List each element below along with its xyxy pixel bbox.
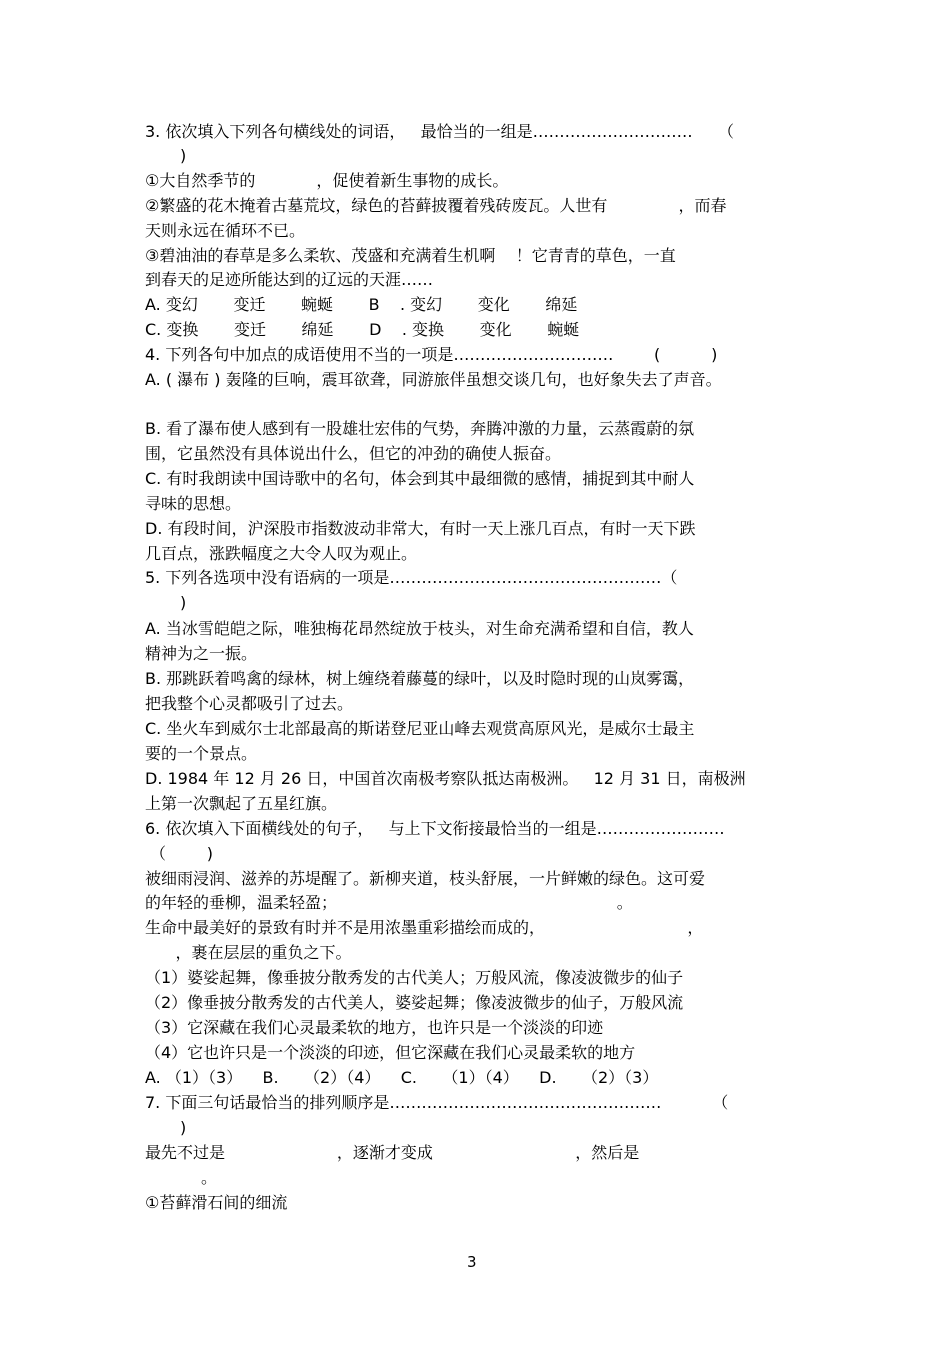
q6-passage-3: 生命中最美好的景致有时并不是用浓墨重彩描绘而成的， ， <box>145 918 704 937</box>
q7-stem: 7. 下面三句话最恰当的排列顺序是…………………………………………… （ <box>145 1093 729 1112</box>
q5-stem-close: ) <box>180 593 187 612</box>
q5-option-c-1: C. 坐火车到威尔士北部最高的斯诺登尼亚山峰去观赏高原风光，是威尔士最主 <box>145 719 695 738</box>
q3-sentence-3b: 到春天的足迹所能达到的辽远的天涯…… <box>145 270 434 289</box>
q3-sentence-2a: ②繁盛的花木掩着古墓荒坟，绿色的苔藓披覆着残砖废瓦。人世有 ，而春 <box>145 196 727 215</box>
q4-stem: 4. 下列各句中加点的成语使用不当的一项是………………………… ( ) <box>145 345 718 364</box>
q6-passage-2: 的年轻的垂柳，温柔轻盈； 。 <box>145 893 633 912</box>
q6-stem: 6. 依次填入下面横线处的句子， 与上下文衔接最恰当的一组是…………………… <box>145 819 725 838</box>
q4-option-a: A. ( 瀑布 ) 轰隆的巨响，震耳欲聋，同游旅伴虽想交谈几句，也好象失去了声音。 <box>145 370 722 389</box>
q6-stem-close: （ ) <box>150 844 213 863</box>
q6-choice-2: （2）像垂披分散秀发的古代美人，婆娑起舞；像凌波微步的仙子，万般风流 <box>145 993 684 1012</box>
q4-option-d-2: 几百点，涨跌幅度之大令人叹为观止。 <box>145 544 418 563</box>
q7-passage-1: 最先不过是 ，逐渐才变成 ，然后是 <box>145 1143 640 1162</box>
q4-option-b-1: B. 看了瀑布使人感到有一股雄壮宏伟的气势，奔腾冲激的力量，云蒸霞蔚的氛 <box>145 419 695 438</box>
q7-stem-close: ) <box>180 1118 187 1137</box>
q6-choice-4: （4）它也许只是一个淡淡的印迹，但它深藏在我们心灵最柔软的地方 <box>145 1043 636 1062</box>
q4-option-d-1: D. 有段时间，沪深股市指数波动非常大，有时一天上涨几百点，有时一天下跌 <box>145 519 696 538</box>
q5-option-b-1: B. 那跳跃着鸣禽的绿林，树上缠绕着藤蔓的绿叶，以及时隐时现的山岚雾霭， <box>145 669 695 688</box>
q6-choice-1: （1）婆娑起舞，像垂披分散秀发的古代美人；万般风流，像凌波微步的仙子 <box>145 968 684 987</box>
q5-option-d-2: 上第一次飘起了五星红旗。 <box>145 794 338 813</box>
q3-stem-close: ) <box>180 146 187 165</box>
q3-options-ab: A. 变幻 变迁 蜿蜒 B . 变幻 变化 绵延 <box>145 295 578 314</box>
page-number: 3 <box>467 1253 477 1271</box>
q4-option-c-2: 寻味的思想。 <box>145 494 242 513</box>
q5-option-a-2: 精神为之一振。 <box>145 644 258 663</box>
q5-stem: 5. 下列各选项中没有语病的一项是……………………………………………（ <box>145 568 678 587</box>
q3-stem: 3. 依次填入下列各句横线处的词语， 最恰当的一组是………………………… （ <box>145 122 735 141</box>
q4-option-c-1: C. 有时我朗读中国诗歌中的名句，体会到其中最细微的感情，捕捉到其中耐人 <box>145 469 695 488</box>
q6-passage-4: ，裹在层层的重负之下。 <box>145 943 352 962</box>
q6-passage-1: 被细雨浸润、滋养的苏堤醒了。新柳夹道，枝头舒展，一片鲜嫩的绿色。这可爱 <box>145 869 706 888</box>
q3-sentence-2b: 天则永远在循环不已。 <box>145 221 306 240</box>
q3-options-cd: C. 变换 变迁 绵延 D . 变换 变化 蜿蜒 <box>145 320 580 339</box>
q3-sentence-3a: ③碧油油的春草是多么柔软、茂盛和充满着生机啊 ！它青青的草色，一直 <box>145 246 676 265</box>
q4-option-b-2: 围，它虽然没有具体说出什么，但它的冲劲的确使人振奋。 <box>145 444 562 463</box>
q5-option-b-2: 把我整个心灵都吸引了过去。 <box>145 694 354 713</box>
q7-sentence-1: ①苔藓滑石间的细流 <box>145 1193 288 1212</box>
q5-option-d-1: D. 1984 年 12 月 26 日，中国首次南极考察队抵达南极洲。 12 月 31 日，南极洲 <box>145 769 746 788</box>
q6-options: A. （1）（3） B. （2）（4） C. （1）（4） D. （2）（3） <box>145 1068 659 1087</box>
q7-passage-2: 。 <box>145 1168 217 1187</box>
q5-option-c-2: 要的一个景点。 <box>145 744 258 763</box>
q3-sentence-1: ①大自然季节的 ，促使着新生事物的成长。 <box>145 171 509 190</box>
q5-option-a-1: A. 当冰雪皑皑之际，唯独梅花昂然绽放于枝头，对生命充满希望和自信，教人 <box>145 619 694 638</box>
q6-choice-3: （3）它深藏在我们心灵最柔软的地方，也许只是一个淡淡的印迹 <box>145 1018 604 1037</box>
